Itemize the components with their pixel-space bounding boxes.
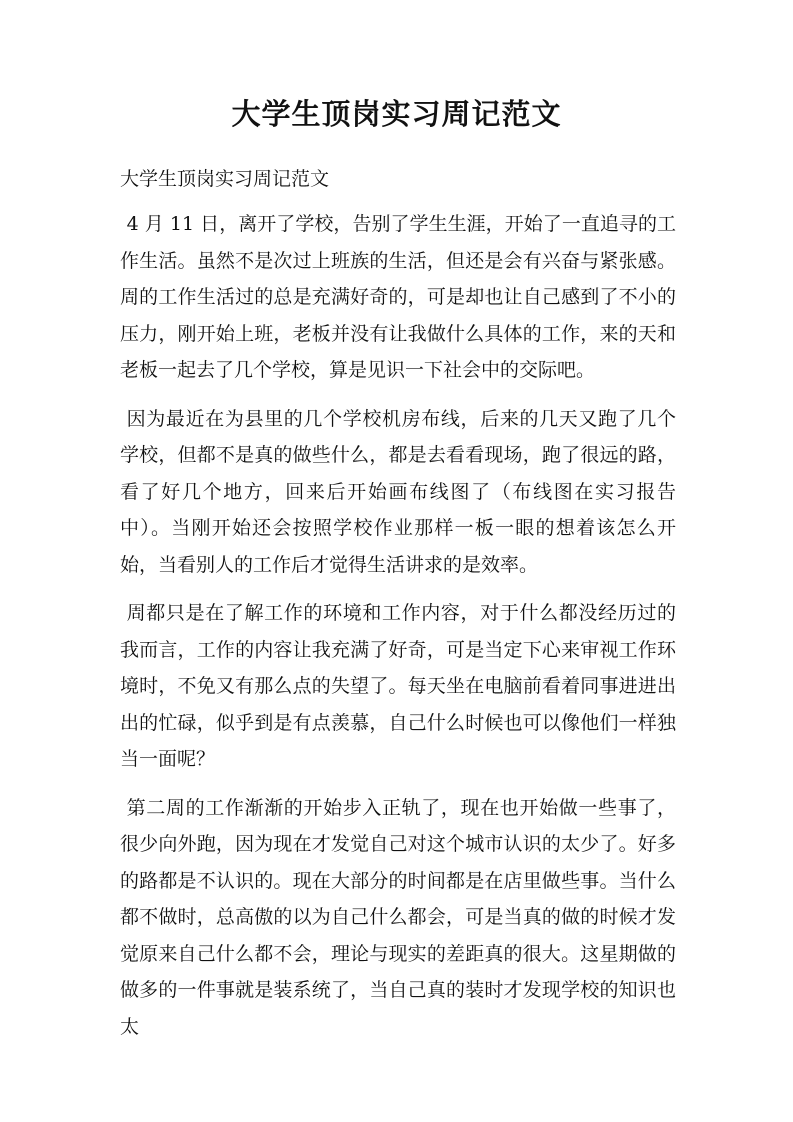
document-title: 大学生顶岗实习周记范文 [231,97,562,131]
paragraph-2: 因为最近在为县里的几个学校机房布线，后来的几天又跑了几个学校，但都不是真的做些什么，都是去看看现场，跑了很远的路，看了好几个地方，回来后开始画布线图了（布线图在实习报告中）。当刚开始还会按照学校作业那样一板一眼的想着该怎么开始，当看别人的工作后才觉得生活讲求的是效率。 [120,407,676,576]
paragraph-3: 周都只是在了解工作的环境和工作内容，对于什么都没经历过的我而言，工作的内容让我充满了好奇，可是当定下心来审视工作环境时，不免又有那么点的失望了。每天坐在电脑前看着同事进进出出的忙碌，似乎到是有点羡慕，自己什么时候也可以像他们一样独当一面呢？ [120,602,676,770]
document-body [120,206,676,1057]
document-subtitle: 大学生顶岗实习周记范文 [120,168,330,190]
paragraph-1: 4 月 11 日，离开了学校，告别了学生生涯，开始了一直追寻的工作生活。虽然不是次过上班族的生活，但还是会有兴奋与紧张感。周的工作生活过的总是充满好奇的，可是却也让自己感到了不小的压力，刚开始上班，老板并没有让我做什么具体的工作，来的天和老板一起去了几个学校，算是见识一下社会中的交际吧。 [120,213,676,381]
paragraph-4: 第二周的工作渐渐的开始步入正轨了，现在也开始做一些事了，很少向外跑，因为现在才发觉自己对这个城市认识的太少了。好多的路都是不认识的。现在大部分的时间都是在店里做些事。当什么都不做时，总高傲的以为自己什么都会，可是当真的做的时候才发觉原来自己什么都不会，理论与现实的差距真的很大。这星期做的做多的一件事就是装系统了，当自己真的装时才发现学校的知识也太 [120,796,676,1038]
